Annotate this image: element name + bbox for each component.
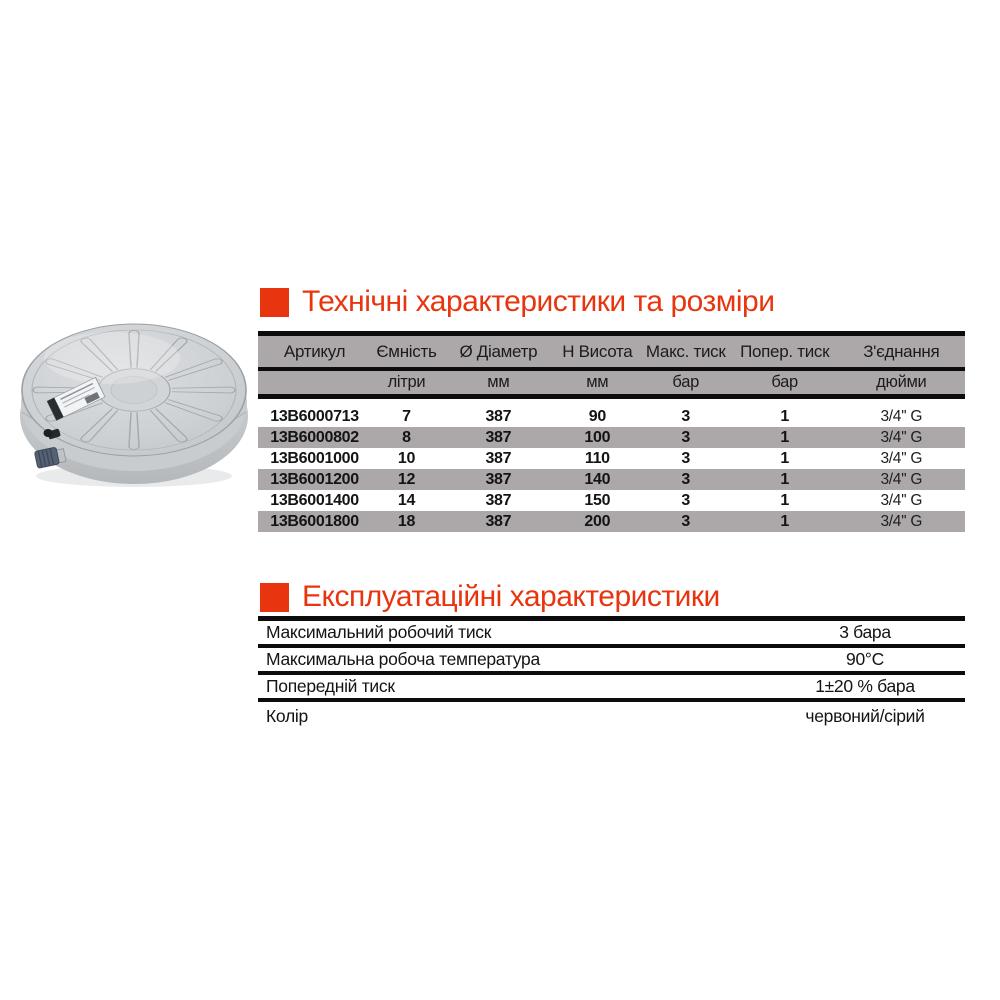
value-cell: 1 xyxy=(780,470,789,488)
value-cell: 10 xyxy=(397,449,416,467)
expansion-tank-illustration xyxy=(12,300,254,492)
value-cell: 3 xyxy=(681,407,690,425)
col-header-article: Артикул xyxy=(283,341,346,361)
table-units-row xyxy=(258,371,965,399)
value-cell: 8 xyxy=(402,428,411,446)
section-title-technical xyxy=(260,282,774,322)
col-header-diameter: Ø Діаметр xyxy=(459,341,538,361)
value-cell: 110 xyxy=(584,449,610,467)
operational-list xyxy=(258,616,965,731)
value-cell: 3/4'' G xyxy=(880,470,923,488)
value-cell: 1 xyxy=(780,512,789,530)
section-title-operational xyxy=(260,577,720,617)
spec-label: Максимальний робочий тиск xyxy=(266,622,492,642)
value-cell: 387 xyxy=(485,428,512,446)
unit-cell: бар xyxy=(771,373,798,391)
article-cell: 13B6001800 xyxy=(270,512,359,530)
col-header-connection: З'єднання xyxy=(863,341,940,361)
value-cell: 150 xyxy=(584,491,611,509)
value-cell: 3/4'' G xyxy=(880,428,923,446)
value-cell: 1 xyxy=(780,428,789,446)
table-header-row xyxy=(258,336,965,371)
value-cell: 387 xyxy=(485,491,512,509)
table-row xyxy=(258,448,965,469)
value-cell: 387 xyxy=(485,470,512,488)
value-cell: 3 xyxy=(681,491,690,509)
value-cell: 14 xyxy=(397,491,416,509)
spec-row xyxy=(258,702,965,731)
spec-row xyxy=(258,621,965,648)
spec-row xyxy=(258,675,965,702)
value-cell: 18 xyxy=(397,512,416,530)
unit-cell: бар xyxy=(672,373,699,391)
col-header-max-pressure: Макс. тиск xyxy=(645,341,726,361)
unit-cell: мм xyxy=(487,373,510,391)
spec-table-body xyxy=(258,406,965,532)
value-cell: 3/4'' G xyxy=(880,407,923,425)
red-square-bullet-icon xyxy=(260,583,289,612)
unit-cell: літри xyxy=(387,373,426,391)
article-cell: 13B6001400 xyxy=(270,491,359,509)
value-cell: 1 xyxy=(780,407,789,425)
value-cell: 90 xyxy=(588,407,606,425)
value-cell: 100 xyxy=(584,428,611,446)
value-cell: 7 xyxy=(402,407,411,425)
value-cell: 12 xyxy=(397,470,416,488)
spec-value: 1±20 % бара xyxy=(815,676,915,696)
col-header-height: Н Висота xyxy=(562,341,633,361)
article-cell: 13B6001000 xyxy=(270,449,359,467)
value-cell: 140 xyxy=(584,470,611,488)
value-cell: 3/4'' G xyxy=(880,449,923,467)
table-row xyxy=(258,469,965,490)
value-cell: 3/4'' G xyxy=(880,512,923,530)
spec-row xyxy=(258,648,965,675)
dimensions-table xyxy=(258,331,965,532)
col-header-capacity: Ємність xyxy=(376,341,437,361)
article-cell: 13B6001200 xyxy=(270,470,359,488)
article-cell: 13B6000802 xyxy=(270,428,359,446)
table-row xyxy=(258,406,965,427)
value-cell: 387 xyxy=(485,512,512,530)
value-cell: 387 xyxy=(485,449,512,467)
spec-label: Максимальна робоча температура xyxy=(266,649,540,669)
spec-value: червоний/сірий xyxy=(805,706,925,726)
spec-value: 3 бара xyxy=(839,622,891,642)
value-cell: 200 xyxy=(584,512,611,530)
unit-cell: мм xyxy=(586,373,609,391)
value-cell: 3 xyxy=(681,428,690,446)
spec-value: 90°C xyxy=(846,649,884,669)
value-cell: 1 xyxy=(780,491,789,509)
table-row xyxy=(258,511,965,532)
table-row xyxy=(258,427,965,448)
value-cell: 3 xyxy=(681,512,690,530)
value-cell: 3/4'' G xyxy=(880,491,923,509)
spec-label: Колір xyxy=(266,706,308,726)
product-photo-expansion-tank xyxy=(12,300,254,492)
article-cell: 13B6000713 xyxy=(270,407,359,425)
value-cell: 1 xyxy=(780,449,789,467)
section-title-text: Експлуатаційні характеристики xyxy=(302,580,720,613)
value-cell: 3 xyxy=(681,470,690,488)
col-header-pre-pressure: Попер. тиск xyxy=(740,341,830,361)
section-title-text: Технічні характеристики та розміри xyxy=(302,285,775,318)
table-row xyxy=(258,490,965,511)
unit-cell: дюйми xyxy=(876,373,927,391)
red-square-bullet-icon xyxy=(260,288,289,317)
spec-label: Попередній тиск xyxy=(266,676,395,696)
value-cell: 3 xyxy=(681,449,690,467)
value-cell: 387 xyxy=(485,407,512,425)
